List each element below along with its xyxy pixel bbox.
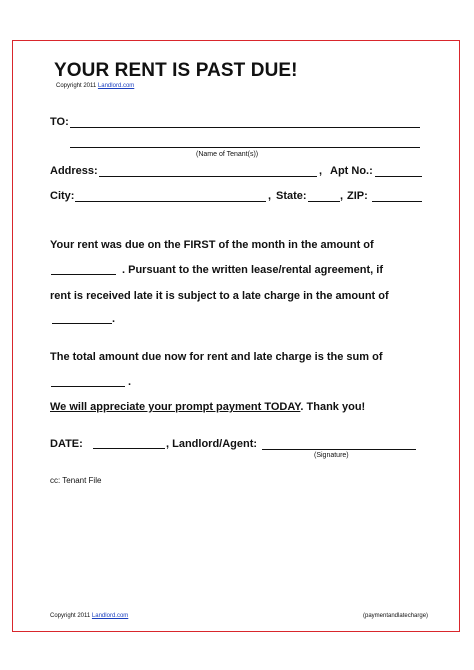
signature-caption: (Signature) bbox=[314, 452, 349, 459]
to-line[interactable] bbox=[70, 127, 420, 128]
address-label: Address: bbox=[50, 165, 98, 177]
copyright-footer bbox=[50, 613, 128, 619]
date-label: DATE: bbox=[50, 438, 83, 450]
paragraph-1-line-2: . Pursuant to the written lease/rental agreement, if bbox=[122, 264, 384, 276]
paragraph-2-line-1: The total amount due now for rent and late charge is the sum of bbox=[50, 351, 383, 363]
late-charge-line[interactable] bbox=[52, 323, 112, 324]
date-line[interactable] bbox=[93, 448, 165, 449]
signature-line[interactable] bbox=[262, 449, 416, 450]
zip-line[interactable] bbox=[372, 201, 422, 202]
city-line[interactable] bbox=[75, 201, 266, 202]
form-code: (paymentandlatecharge) bbox=[363, 613, 429, 619]
address-comma: , bbox=[319, 165, 323, 177]
address-line[interactable] bbox=[99, 176, 317, 177]
document-border bbox=[12, 40, 460, 632]
rent-amount-line[interactable] bbox=[51, 274, 116, 275]
total-amount-line[interactable] bbox=[51, 386, 125, 387]
copyright-prefix: Copyright 2011 bbox=[56, 83, 98, 89]
footer-landlord-link[interactable]: Landlord.com bbox=[91, 613, 129, 619]
appreciate-sentence bbox=[50, 401, 365, 413]
late-charge-period: . bbox=[112, 313, 116, 325]
landlord-label: , Landlord/Agent: bbox=[166, 438, 258, 450]
document-title: YOUR RENT IS PAST DUE! bbox=[54, 60, 298, 81]
tenant-caption: (Name of Tenant(s)) bbox=[196, 151, 259, 158]
copyright-header bbox=[56, 83, 134, 89]
city-comma: , bbox=[268, 190, 272, 202]
landlord-link[interactable]: Landlord.com bbox=[97, 83, 135, 89]
footer-copyright-prefix: Copyright 2011 bbox=[50, 613, 92, 619]
state-line[interactable] bbox=[308, 201, 340, 202]
to-label: TO: bbox=[50, 116, 69, 128]
apt-line[interactable] bbox=[375, 176, 422, 177]
to-line-2[interactable] bbox=[70, 147, 420, 148]
cc-note: cc: Tenant File bbox=[50, 476, 102, 485]
appreciate-text: We will appreciate your prompt payment TODAY bbox=[50, 401, 301, 413]
apt-label: Apt No.: bbox=[330, 165, 373, 177]
state-comma: , bbox=[340, 190, 344, 202]
thanks-text: . Thank you! bbox=[300, 401, 366, 413]
total-amount-period: . bbox=[128, 376, 132, 388]
paragraph-1-line-3: rent is received late it is subject to a late charge in the amount of bbox=[50, 290, 389, 302]
state-label: State: bbox=[276, 190, 307, 202]
zip-label: ZIP: bbox=[347, 190, 368, 202]
paragraph-1-line-1: Your rent was due on the FIRST of the month in the amount of bbox=[50, 239, 374, 251]
city-label: City: bbox=[50, 190, 75, 202]
